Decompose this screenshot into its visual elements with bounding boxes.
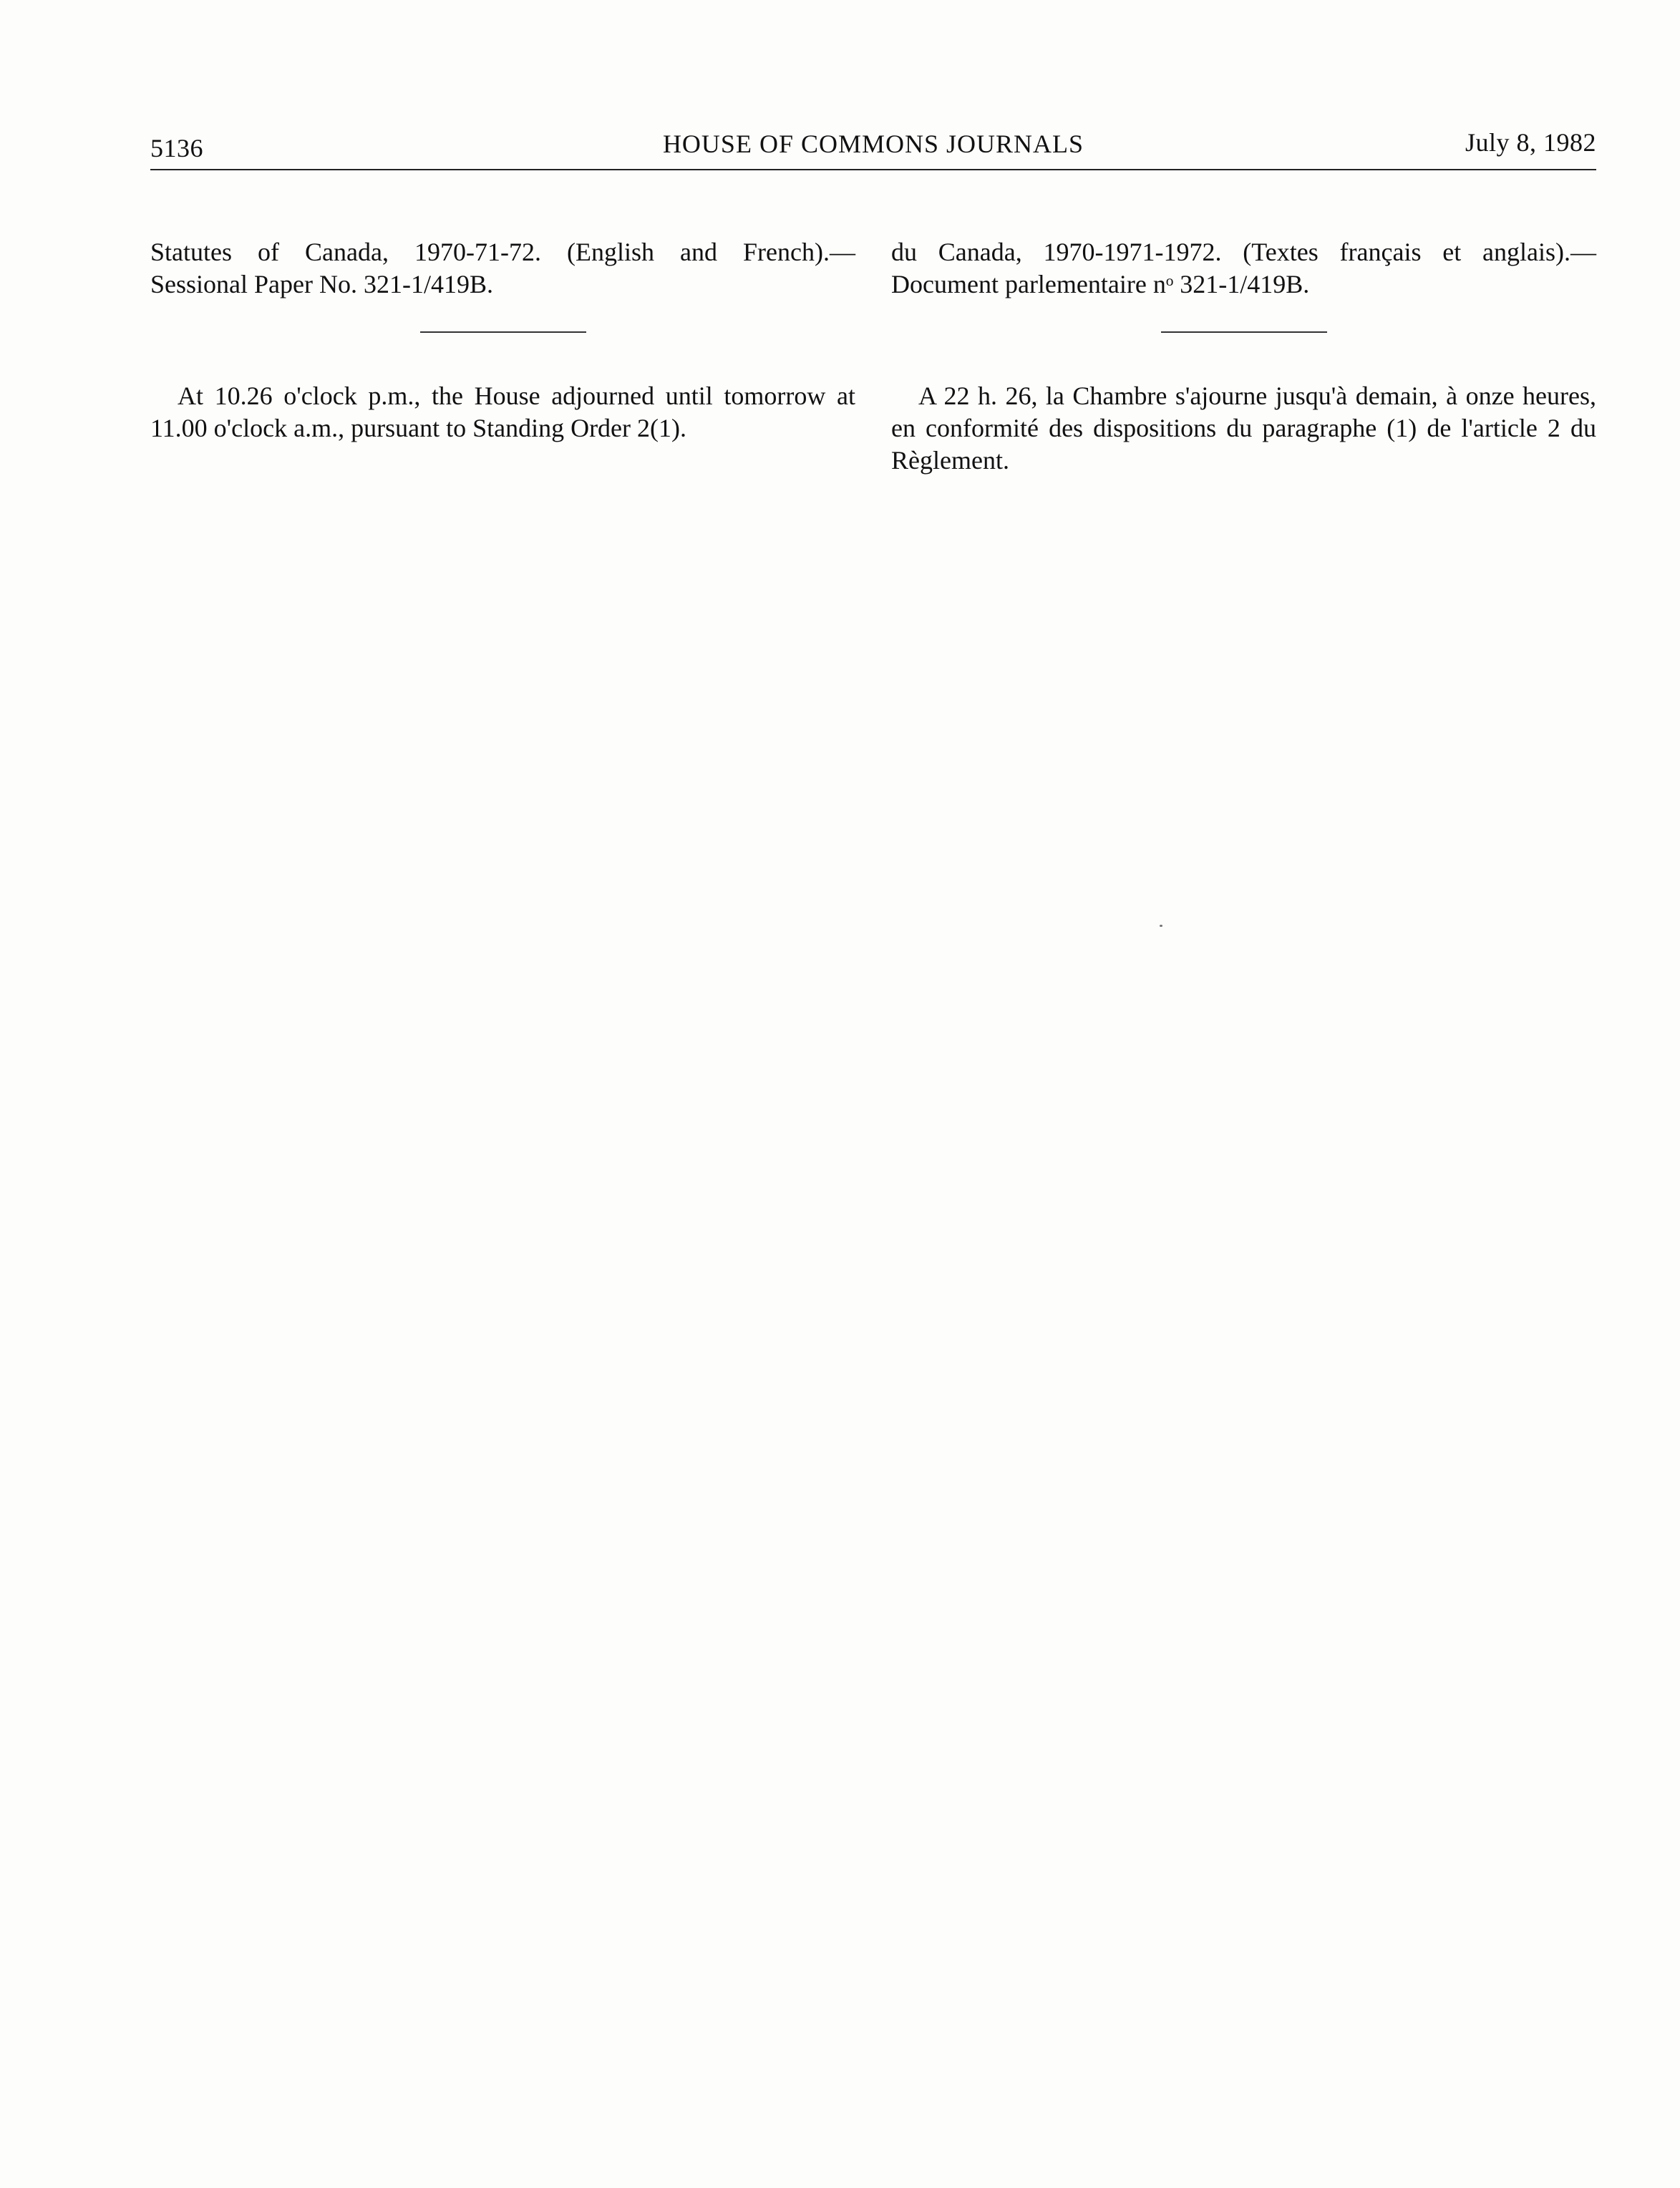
- french-statutes-paragraph: [891, 236, 1596, 301]
- page-header: [150, 126, 1596, 169]
- header-rule: [150, 169, 1596, 170]
- french-adjournment-paragraph: A 22 h. 26, la Chambre s'ajourne jusqu'à demain, à onze heures, en conformité des dispositions du paragraphe (1) de l'article 2 du Règlement.: [891, 381, 1596, 475]
- journal-title: HOUSE OF COMMONS JOURNALS: [662, 130, 1084, 158]
- english-column: [150, 236, 855, 444]
- english-statutes-paragraph: [150, 236, 855, 301]
- page-number: 5136: [150, 134, 203, 162]
- english-adjournment-paragraph: At 10.26 o'clock p.m., the House adjourned until tomorrow at 11.00 o'clock a.m., pursuant to Standing Order 2(1).: [150, 381, 855, 442]
- stray-ink-dot: [1160, 925, 1162, 927]
- french-column: [891, 236, 1596, 477]
- french-statutes-line-1: du Canada, 1970-1971-1972. (Textes français et anglais).—: [891, 238, 1596, 266]
- french-statutes-line-2: Document parlementaire nᵒ 321-1/419B.: [891, 270, 1310, 298]
- header-date: July 8, 1982: [1465, 128, 1596, 157]
- english-statutes-line-1: Statutes of Canada, 1970-71-72. (English and French).—: [150, 238, 855, 266]
- english-statutes-line-2: Sessional Paper No. 321-1/419B.: [150, 270, 493, 298]
